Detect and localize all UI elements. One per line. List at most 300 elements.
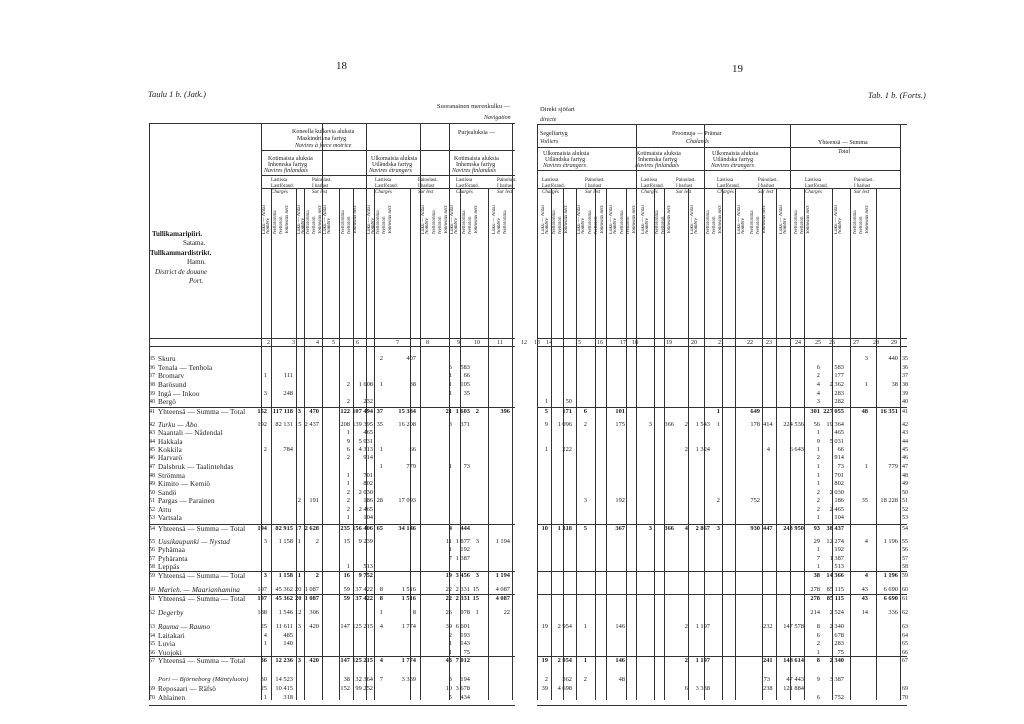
table-cell: 45 362: [275, 595, 293, 602]
table-cell: 1 196: [883, 538, 898, 545]
table-cell: 143: [460, 640, 470, 647]
table-cell: 1 774: [401, 623, 416, 630]
table-cell: 12 236: [275, 657, 293, 664]
table-cell: 22: [445, 586, 452, 593]
table-cell: 6: [684, 685, 688, 692]
header-directe: directe: [540, 117, 557, 123]
table-cell: 20: [295, 586, 302, 593]
row-number-right: 39: [902, 391, 908, 397]
column-number: 18: [632, 340, 638, 346]
table-cell: 2 030: [829, 489, 844, 496]
table-cell: 3: [297, 657, 301, 664]
table-cell: 2 954: [557, 657, 572, 664]
table-cell: 6: [816, 632, 820, 639]
table-cell: 122: [340, 408, 350, 415]
summary-rule: [537, 524, 907, 525]
table-cell: 238: [763, 685, 773, 692]
vertical-column-label: Nettotonnia: [620, 210, 625, 234]
vertical-column-label: Nettoton: [382, 216, 387, 234]
row-number-left: 56: [149, 547, 155, 553]
page-number-right: 19: [732, 63, 743, 75]
header-direkt: Direkt sjöfart: [540, 106, 575, 113]
table-cell: 2: [346, 398, 350, 405]
row-number-left: 45: [149, 447, 155, 453]
row-number-left: 37: [149, 373, 155, 379]
table-cell: 1: [816, 446, 820, 453]
cargo-label: Painolast.: [497, 178, 517, 183]
table-cell: 914: [363, 454, 373, 461]
cargo-label: Chargés: [456, 190, 473, 195]
grid-vline-right-sub: [664, 188, 665, 700]
column-number: 2: [267, 340, 270, 346]
vertical-column-label: Nettoton: [661, 216, 666, 234]
table-cell: 178: [750, 421, 760, 428]
grid-hline-header: [261, 175, 515, 176]
vertical-column-label: Luku — Antal: [492, 205, 497, 234]
table-cell: 3: [263, 538, 267, 545]
vertical-column-label: Nettoton: [312, 216, 317, 234]
table-cell: 371: [460, 421, 470, 428]
table-cell: 701: [834, 472, 844, 479]
cargo-label: Sur lest: [676, 190, 692, 195]
vertical-column-label: Nettotonnia: [273, 210, 278, 234]
table-cell: 2: [475, 408, 479, 415]
table-cell: 3 387: [829, 676, 844, 683]
table-cell: 4: [766, 446, 770, 453]
table-cell: 12: [295, 609, 302, 616]
table-cell: 649: [750, 408, 760, 415]
table-cell: 3 338: [695, 685, 710, 692]
table-cell: 2 331: [455, 595, 470, 602]
vertical-column-label: Luku — Antal: [367, 205, 372, 234]
table-cell: 6 601: [455, 623, 470, 630]
table-cell: 75: [837, 649, 844, 656]
vertical-column-label: Nettotonnia: [341, 210, 346, 234]
vertical-column-label: Tonneaux nets: [667, 205, 672, 234]
table-cell: 48: [618, 676, 625, 683]
row-number-left: 70: [149, 695, 155, 701]
table-cell: 1 877: [455, 538, 470, 545]
row-number-left: 58: [149, 564, 155, 570]
row-number-left: 41: [149, 409, 155, 415]
table-cell: 125 215: [352, 657, 373, 664]
table-cell: 59: [343, 586, 350, 593]
table-cell: 1: [448, 546, 452, 553]
table-cell: 2 465: [358, 506, 373, 513]
column-number: 9: [457, 340, 460, 346]
table-cell: 121 884: [783, 685, 804, 692]
row-number-left: 65: [149, 641, 155, 647]
table-cell: 1 194: [495, 572, 510, 579]
table-cell: 43: [861, 595, 868, 602]
table-cell: 25: [260, 623, 267, 630]
row-number-left: 48: [149, 473, 155, 479]
table-cell: 5: [448, 694, 452, 701]
table-cell: 34 146: [398, 525, 416, 532]
cargo-label: Chargés: [542, 190, 559, 195]
column-number: 25: [815, 340, 821, 346]
table-cell: 1: [263, 372, 267, 379]
table-cell: 1: [716, 408, 720, 415]
table-cell: 1: [346, 514, 350, 521]
table-cell: 420: [309, 623, 319, 630]
table-cell: 1: [864, 463, 868, 470]
cargo-label: Painolast.: [312, 178, 332, 183]
column-number: 20: [691, 340, 697, 346]
table-cell: 152: [257, 408, 267, 415]
cargo-label: I barlast: [854, 184, 871, 189]
vertical-column-label: Nombre: [425, 218, 430, 234]
hdr-r-utlandska-2: Utländska fartyg: [713, 157, 754, 163]
table-cell: 752: [834, 694, 844, 701]
table-cell: 779: [888, 463, 898, 470]
row-number-right: 40: [902, 399, 908, 405]
table-cell: 5: [544, 408, 548, 415]
table-cell: 1 603: [455, 408, 470, 415]
table-cell: 56: [813, 421, 820, 428]
row-label: Yhteensä — Summa — Total: [158, 408, 246, 416]
row-label: Luvia: [158, 640, 176, 648]
table-cell: 282: [834, 398, 844, 405]
table-cell: 2: [544, 676, 548, 683]
table-cell: 2 867: [695, 525, 710, 532]
vertical-column-label: Nettotonnia: [306, 210, 311, 234]
vertical-column-label: Nombre: [645, 218, 650, 234]
table-cell: 2 331: [455, 586, 470, 593]
table-cell: 50: [565, 398, 572, 405]
column-number: 12: [521, 340, 527, 346]
table-cell: 1: [448, 390, 452, 397]
cargo-label: Lastissa: [805, 178, 822, 183]
vertical-column-label: Nombre: [371, 218, 376, 234]
table-cell: 1: [297, 572, 301, 579]
vertical-column-label: Luku — Antal: [834, 205, 839, 234]
cargo-label: Sur lest: [758, 190, 774, 195]
row-number-right: 64: [902, 633, 908, 639]
table-cell: 3: [263, 572, 267, 579]
table-cell: 1: [544, 398, 548, 405]
table-cell: 2: [583, 421, 587, 428]
row-number-left: 44: [149, 439, 155, 445]
cargo-label: Lastissa: [717, 178, 734, 183]
table-cell: 1: [816, 563, 820, 570]
row-label: Harvarö: [158, 454, 183, 462]
table-cell: 14 366: [826, 572, 844, 579]
table-cell: 465: [363, 429, 373, 436]
hdr-r-nav-etr-2: Navires étrangers: [711, 163, 754, 169]
table-cell: 779: [406, 463, 416, 470]
table-cell: 2: [816, 506, 820, 513]
table-cell: 35: [463, 390, 470, 397]
table-cell: 2: [684, 421, 688, 428]
table-cell: 465: [834, 429, 844, 436]
table-cell: 117 118: [272, 408, 293, 415]
table-cell: 8: [816, 623, 820, 630]
table-cell: 1 087: [304, 595, 319, 602]
table-cell: 2: [684, 446, 688, 453]
table-cell: 3: [475, 572, 479, 579]
district-l4: Hamn.: [187, 258, 206, 266]
column-number: 16: [597, 340, 603, 346]
table-cell: 4: [864, 538, 868, 545]
row-label: Leppäs: [158, 563, 180, 571]
column-number: 29: [891, 340, 897, 346]
vertical-column-label: Nettoton: [279, 216, 284, 234]
vertical-column-label: Tonneaux nets: [718, 205, 723, 234]
row-number-left: 55: [149, 539, 155, 545]
row-number-right: 70: [902, 695, 908, 701]
table-cell: 16 208: [398, 421, 416, 428]
cargo-label: Painolast.: [418, 178, 438, 183]
table-cell: 11: [445, 538, 452, 545]
row-number-right: 38: [902, 382, 908, 388]
table-cell: 6 690: [883, 595, 898, 602]
table-cell: 192: [460, 546, 470, 553]
table-cell: 14 523: [275, 676, 293, 683]
vertical-column-label: Nombre: [783, 218, 788, 234]
row-label: Degerby: [158, 609, 184, 617]
cargo-label: Lastförand.: [456, 184, 479, 189]
table-cell: 278: [810, 595, 820, 602]
table-cell: 1: [448, 463, 452, 470]
table-cell: 362: [562, 676, 572, 683]
table-cell: 192: [257, 421, 267, 428]
row-label: Pyhäranta: [158, 555, 188, 563]
grid-hline-colnum: [537, 338, 907, 339]
table-cell: 4: [448, 525, 452, 532]
table-cell: 3: [448, 676, 452, 683]
grid-hline-header: [261, 188, 515, 189]
summary-rule: [537, 656, 907, 657]
row-number-left: 51: [149, 498, 155, 504]
cargo-label: I barlast: [497, 184, 514, 189]
table-cell: 4: [379, 623, 383, 630]
column-number: 15: [575, 340, 581, 346]
table-cell: 301: [810, 408, 820, 415]
table-cell: 434: [460, 694, 470, 701]
vertical-column-label: Luku — Antal: [577, 205, 582, 234]
row-label: Laitakari: [158, 632, 185, 640]
row-number-left: 49: [149, 481, 155, 487]
table-cell: 367: [615, 525, 625, 532]
row-label: Ingå — Inkoo: [158, 390, 200, 398]
hdr-inhemska-2: Inhemska fartyg: [456, 162, 496, 168]
table-cell: 802: [363, 480, 373, 487]
table-cell: 3: [448, 421, 452, 428]
cargo-label: Lastissa: [542, 178, 559, 183]
cargo-label: Lastförand.: [271, 184, 294, 189]
table-cell: 152: [340, 685, 350, 692]
page-number-left: 18: [336, 60, 347, 72]
row-label: Pargas — Parainen: [158, 497, 215, 505]
vertical-column-label: Luku — Antal: [690, 205, 695, 234]
table-cell: 36: [260, 657, 267, 664]
vertical-column-label: Luku — Antal: [450, 205, 455, 234]
table-cell: 3: [263, 390, 267, 397]
table-cell: 66: [463, 372, 470, 379]
cargo-label: Lastförand.: [641, 184, 664, 189]
table-cell: 1: [346, 563, 350, 570]
table-cell: 407: [406, 355, 416, 362]
vertical-column-label: Nettoton: [347, 216, 352, 234]
hdr-kotimaisia-2: Kotimaisia aluksia: [454, 156, 499, 162]
vertical-column-label: Nombre: [497, 218, 502, 234]
table-cell: 9: [816, 676, 820, 683]
row-number-right: 37: [902, 373, 908, 379]
table-cell: 1 318: [557, 525, 572, 532]
table-cell: 2: [346, 506, 350, 513]
table-cell: 4 087: [495, 595, 510, 602]
table-cell: 1 197: [695, 657, 710, 664]
table-cell: 1: [297, 538, 301, 545]
table-cell: 1 087: [304, 586, 319, 593]
row-label: Hakkala: [158, 438, 183, 446]
row-number-right: 48: [902, 473, 908, 479]
table-cell: 318: [283, 694, 293, 701]
district-l2: Satama.: [183, 239, 206, 247]
table-cell: 1 546: [278, 609, 293, 616]
row-label: Yhteensä — Summa — Total: [158, 657, 246, 665]
table-cell: 37: [376, 408, 383, 415]
table-cell: 39: [445, 623, 452, 630]
table-cell: 29: [813, 538, 820, 545]
column-number: 5: [332, 340, 335, 346]
table-cell: 147: [340, 623, 350, 630]
table-cell: 125 215: [352, 623, 373, 630]
row-label: Yhteensä — Summa — Total: [158, 572, 246, 580]
table-cell: 2: [263, 446, 267, 453]
table-cell: 3: [648, 421, 652, 428]
table-cell: 139 395: [352, 421, 373, 428]
table-cell: 75: [463, 649, 470, 656]
table-cell: 82 915: [275, 525, 293, 532]
vertical-column-label: Nombre: [613, 218, 618, 234]
vertical-column-label: Nettoton: [594, 216, 599, 234]
hdr-r-ulkomaisia: Ulkomaisia aluksia: [543, 151, 590, 157]
district-l3: Tullkammardistrikt.: [150, 249, 212, 257]
table-cell: 752: [750, 497, 760, 504]
table-cell: 2: [346, 381, 350, 388]
table-cell: 32 364: [355, 676, 373, 683]
table-cell: 21: [445, 408, 452, 415]
grid-hline-header: [261, 150, 515, 151]
table-cell: 1: [816, 514, 820, 521]
table-cell: 3: [297, 408, 301, 415]
table-cell: 8: [379, 586, 383, 593]
cargo-label: Sur lest: [854, 190, 870, 195]
table-cell: 171: [562, 408, 572, 415]
row-number-left: 53: [149, 515, 155, 521]
table-cell: 148 614: [783, 657, 804, 664]
table-cell: 2: [816, 489, 820, 496]
table-cell: 1 774: [401, 657, 416, 664]
table-cell: 175: [615, 421, 625, 428]
cargo-label: Lastissa: [641, 178, 658, 183]
table-cell: 1: [448, 640, 452, 647]
row-label: Reposaari — Räfsö: [158, 685, 216, 693]
table-cell: 2 954: [557, 623, 572, 630]
row-number-right: 52: [902, 507, 908, 513]
grid-vline-right-sub: [626, 188, 627, 700]
table-cell: 3: [816, 398, 820, 405]
table-cell: 1: [379, 609, 383, 616]
table-cell: 66: [837, 446, 844, 453]
district-l6: Port.: [189, 277, 204, 285]
table-cell: 3 339: [401, 676, 416, 683]
column-number: 8: [426, 340, 429, 346]
hdr-total: Total: [838, 149, 851, 155]
vertical-column-label: Nombre: [327, 218, 332, 234]
table-cell: 4 087: [495, 586, 510, 593]
summary-rule: [149, 524, 515, 525]
table-cell: 38: [343, 676, 350, 683]
header-suoranainen: Suoranainen merenkulku —: [437, 103, 511, 110]
table-cell: 30: [260, 676, 267, 683]
row-number-left: 40: [149, 399, 155, 405]
table-cell: 111: [283, 372, 293, 379]
column-number: 26: [829, 340, 835, 346]
vertical-column-label: Luku — Antal: [641, 205, 646, 234]
table-cell: 66: [409, 446, 416, 453]
table-cell: 15: [472, 595, 479, 602]
hdr-maskin: Maskindrivna fartyg: [297, 136, 347, 142]
table-cell: 188: [257, 609, 267, 616]
table-cell: 22: [503, 609, 510, 616]
table-cell: 73: [763, 676, 770, 683]
table-cell: 4: [684, 525, 688, 532]
vertical-column-label: Tonneaux nets: [806, 205, 811, 234]
hdr-segelfartyg: Segelfartyg: [540, 131, 568, 137]
grid-hline-colnum: [149, 338, 515, 339]
row-number-right: 45: [902, 447, 908, 453]
table-cell: 2 628: [304, 525, 319, 532]
table-cell: 25: [260, 685, 267, 692]
table-cell: 9 752: [358, 572, 373, 579]
table-cell: 35: [861, 497, 868, 504]
table-cell: 28: [376, 497, 383, 504]
vertical-column-label: Nombre: [581, 218, 586, 234]
table-cell: 1 516: [401, 595, 416, 602]
table-cell: 18 228: [880, 497, 898, 504]
grid-vline-right: [900, 124, 901, 700]
table-cell: 232: [763, 623, 773, 630]
table-cell: 10: [445, 685, 452, 692]
table-cell: 43: [861, 586, 868, 593]
column-number: 21: [718, 340, 724, 346]
vertical-column-label: Tonneaux nets: [318, 205, 323, 234]
header-rule-left: [149, 123, 515, 124]
row-number-left: 38: [149, 382, 155, 388]
grid-hline-bottom: [149, 705, 515, 706]
row-label: Turku — Åbo: [158, 421, 198, 429]
vertical-column-label: Nombre: [301, 218, 306, 234]
table-cell: 107 494: [352, 408, 373, 415]
table-cell: 4 313: [358, 446, 373, 453]
table-cell: 440: [888, 355, 898, 362]
column-number: 22: [747, 340, 753, 346]
hdr-proomuja: Proomuja — Prämar: [672, 131, 722, 137]
table-cell: 8: [412, 609, 416, 616]
table-cell: 930: [750, 525, 760, 532]
vertical-column-label: Luku — Antal: [297, 205, 302, 234]
table-cell: 1 158: [278, 572, 293, 579]
row-number-right: 55: [902, 539, 908, 545]
summary-rule: [537, 571, 907, 572]
cargo-label: Lastförand.: [717, 184, 740, 189]
table-cell: 14: [861, 609, 868, 616]
row-label: Yhteensä — Summa — Total: [158, 525, 246, 533]
table-cell: 1: [448, 649, 452, 656]
